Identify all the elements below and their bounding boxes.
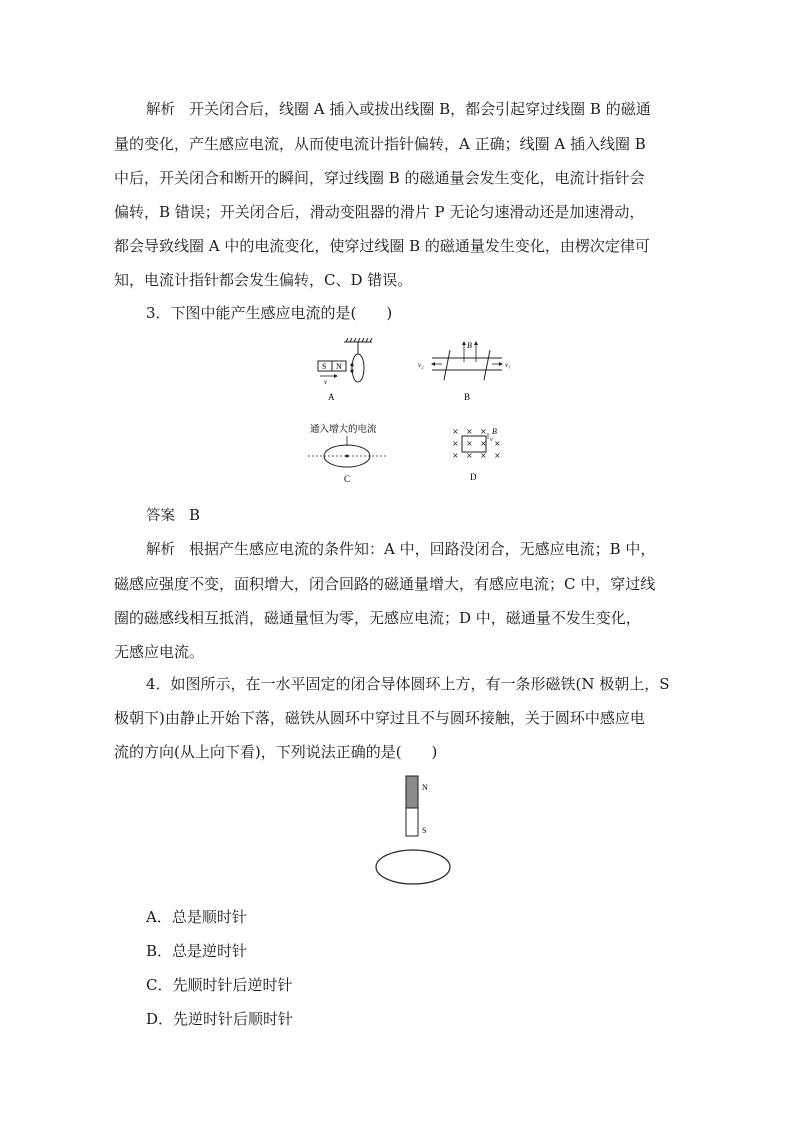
velocity-arrowhead [334,374,338,378]
rod-left [444,350,450,380]
velocity-label: v [490,437,493,443]
field-arrowhead [462,341,466,345]
v1-arrowhead [499,362,503,366]
question-stem: 3．下图中能产生感应电流的是( ) [146,304,393,322]
caption-a: A [328,392,335,402]
caption-d: D [470,472,477,482]
figure-b [418,336,518,404]
question-3 [114,296,684,330]
option-b[interactable]: B．总是逆时针 [146,942,248,960]
v2-arrowhead [431,362,435,366]
s-label: S [322,362,327,371]
analysis-line: 偏转，B 错误；开关闭合后，滑动变阻器的滑片 P 无论匀速滑动还是加速滑动， [114,203,645,221]
analysis-line: 量的变化，产生感应电流，从而使电流计指针偏转，A 正确；线圈 A 插入线圈 B [114,135,646,153]
figure-magnet-ring [370,774,460,890]
s-label: S [422,826,427,835]
loop-center [346,455,349,458]
analysis-line: 圈的磁感线相互抵消，磁通量恒为零，无感应电流；D 中，磁通量不发生变化， [114,609,641,627]
answer-3 [114,498,684,533]
option-a[interactable]: A．总是顺时针 [146,908,247,926]
magnet-n-pole [406,776,418,808]
v1-label: v₁ [505,361,511,369]
svg-text:×: × [480,427,487,436]
analysis-line: 无感应电流。 [114,643,205,661]
answer-label: 答案 [146,508,175,524]
analysis-label: 解析 [146,102,175,118]
svg-text:×: × [466,451,473,460]
caption-b: B [464,392,471,402]
current-dot [350,363,353,366]
question-stem: 4．如图所示，在一水平固定的闭合导体圆环上方，有一条形磁铁(N 极朝上，S [146,675,670,693]
svg-text:×: × [452,439,459,448]
figure-c [300,420,400,486]
analysis-line: 都会导致线圈 A 中的电流变化，使穿过线圈 B 的磁通量发生变化，由楞次定律可 [114,237,650,255]
current-label: 通入增大的电流 [310,424,377,435]
magnet-s-pole [406,808,418,836]
caption-c: C [344,474,351,484]
analysis-paragraph-1 [114,92,684,297]
current-dot [350,369,353,372]
answer-value: B [189,506,201,524]
ceiling-hatch [344,338,372,342]
analysis-paragraph-3 [114,532,684,669]
conducting-ring [376,850,450,884]
svg-text:×: × [494,451,501,460]
svg-text:×: × [466,439,473,448]
analysis-line: 中后，开关闭合和断开的瞬间，穿过线圈 B 的磁通量会发生变化，电流计指针会 [114,169,645,187]
analysis-line: 解析 根据产生感应电流的条件知：A 中，回路没闭合，无感应电流；B 中， [146,540,656,558]
question-stem: 流的方向(从上向下看)，下列说法正确的是( ) [114,743,438,761]
option-c[interactable]: C．先顺时针后逆时针 [146,976,293,994]
b-field-label: B [492,427,497,436]
option-d[interactable]: D．先逆时针后顺时针 [146,1010,294,1028]
rod-right [484,350,490,380]
coil-loop [352,354,364,382]
figure-d [446,422,516,486]
field-arrowhead [474,341,478,345]
analysis-line: 解析 开关闭合后，线圈 A 插入或拔出线圈 B，都会引起穿过线圈 B 的磁通 [146,100,651,118]
svg-text:×: × [494,439,501,448]
question-4 [114,667,684,769]
velocity-label: v [324,378,328,386]
n-label: N [422,783,428,792]
analysis-label: 解析 [146,542,175,558]
v2-label: v₂ [418,361,424,369]
question-stem: 极朝下)由静止开始下落，磁铁从圆环中穿过且不与圆环接触，关于圆环中感应电 [114,709,645,727]
svg-text:×: × [466,427,473,436]
svg-text:×: × [480,451,487,460]
svg-text:×: × [452,427,459,436]
b-field-label: B [467,341,472,350]
figure-a [310,338,380,402]
analysis-line: 知，电流计指针都会发生偏转，C、D 错误。 [114,271,413,289]
analysis-line: 磁感应强度不变，面积增大，闭合回路的磁通量增大，有感应电流；C 中，穿过线 [114,575,656,593]
svg-text:×: × [452,451,459,460]
svg-text:×: × [480,439,487,448]
n-label: N [336,362,342,371]
